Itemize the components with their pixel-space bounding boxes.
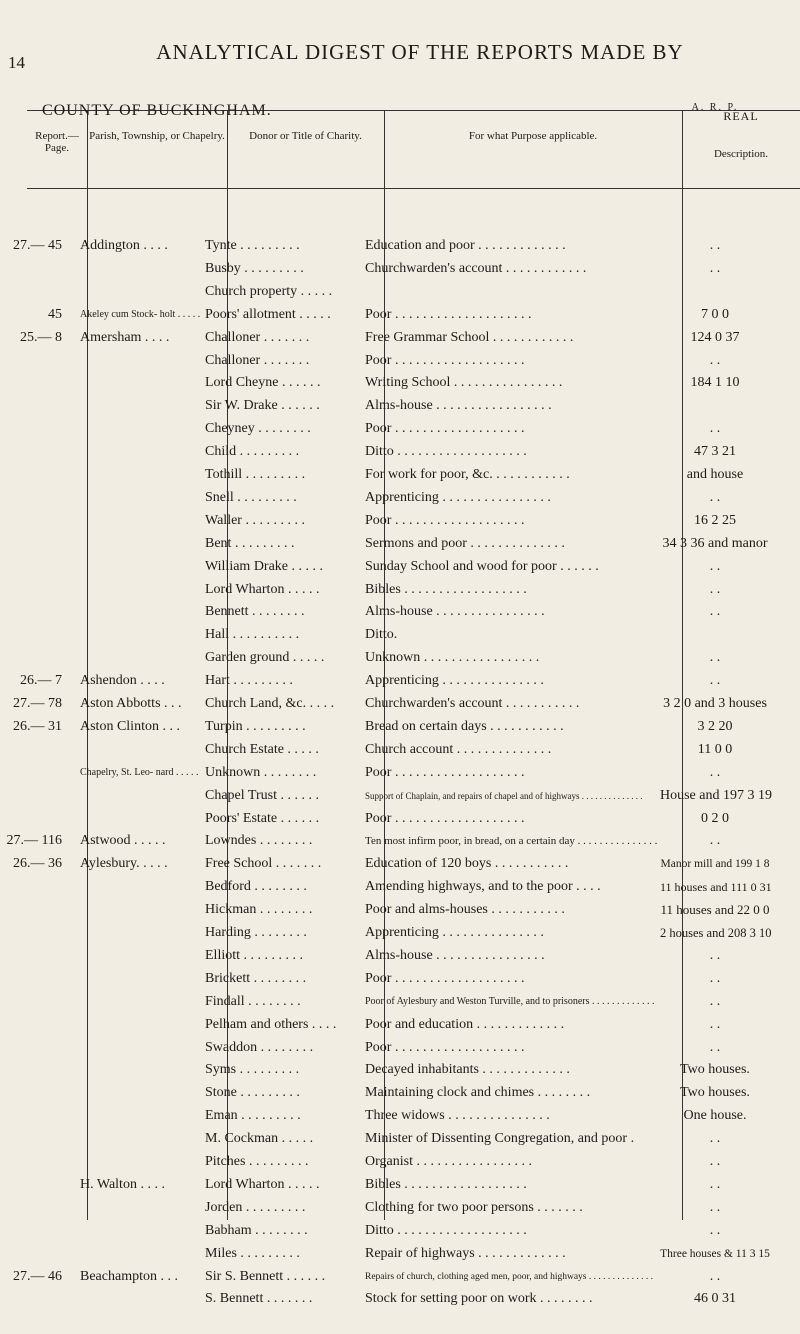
col-rule (87, 110, 88, 1220)
row-purpose: Organist . . . . . . . . . . . . . . . . . (365, 1154, 532, 1169)
row-donor: Bennett . . . . . . . . (205, 604, 305, 620)
row-purpose: Poor and alms-houses . . . . . . . . . . . (365, 902, 565, 918)
row-description: 11 houses and 111 0 31 (660, 880, 772, 895)
header-description: Description. (713, 148, 769, 160)
row-purpose: Repair of highways . . . . . . . . . . . . . (365, 1245, 566, 1261)
row-purpose: Alms-house . . . . . . . . . . . . . . . . (365, 947, 545, 963)
row-description: . . (709, 764, 721, 780)
row-purpose: Clothing for two poor persons . . . . . . . (365, 1199, 583, 1215)
row-description: . . (709, 604, 721, 620)
row-donor: S. Bennett . . . . . . . (205, 1291, 313, 1307)
row-description: . . (709, 1131, 721, 1147)
row-donor: M. Cockman . . . . . (205, 1131, 314, 1147)
row-description: 7 0 0 (701, 306, 729, 322)
row-parish: Aston Clinton . . . (80, 718, 180, 734)
row-purpose: Minister of Dissenting Congregation, and poor . (365, 1131, 635, 1147)
row-purpose: Poor . . . . . . . . . . . . . . . . . . . (365, 1039, 525, 1055)
header-purpose: For what Purpose applicable. (468, 130, 598, 142)
row-donor: Lord Wharton . . . . . (205, 1176, 320, 1192)
row-purpose: Education and poor . . . . . . . . . . . . . (365, 238, 566, 253)
row-purpose: Bibles . . . . . . . . . . . . . . . . . . (365, 1176, 527, 1192)
row-purpose: Maintaining clock and chimes . . . . . . . . (365, 1085, 591, 1101)
row-purpose: Alms-house . . . . . . . . . . . . . . . . (365, 604, 545, 620)
row-description: . . (709, 970, 721, 986)
row-purpose: Apprenticing . . . . . . . . . . . . . . . (365, 673, 544, 689)
row-report-page: 26.— 36 (13, 856, 62, 872)
row-purpose: Poor . . . . . . . . . . . . . . . . . . . (365, 810, 525, 826)
row-parish: Ashendon . . . . (80, 673, 165, 689)
row-donor: Harding . . . . . . . . (205, 925, 307, 940)
row-donor: Tynte . . . . . . . . . (205, 238, 300, 253)
row-purpose: Education of 120 boys . . . . . . . . . . . (365, 856, 569, 872)
row-donor: Lowndes . . . . . . . . (205, 833, 313, 849)
header-parish: Parish, Township, or Chapelry. (89, 130, 225, 142)
row-donor: Child . . . . . . . . . (205, 444, 300, 460)
row-donor: Church property . . . . . (205, 283, 333, 299)
row-description: . . (709, 421, 721, 437)
row-description: 46 0 31 (694, 1291, 736, 1307)
row-donor: Pelham and others . . . . (205, 1016, 337, 1032)
row-description: 34 3 36 and manor (662, 535, 768, 551)
row-parish: Chapelry, St. Leo- nard . . . . . (80, 766, 199, 778)
row-parish: Aston Abbotts . . . (80, 696, 182, 711)
row-donor: Brickett . . . . . . . . (205, 970, 307, 986)
row-description: 16 2 25 (694, 512, 736, 528)
row-parish: Astwood . . . . . (80, 833, 166, 849)
row-donor: Hickman . . . . . . . . (205, 902, 313, 918)
row-purpose: Unknown . . . . . . . . . . . . . . . . . (365, 650, 540, 666)
row-description: 11 houses and 22 0 0 (660, 902, 770, 918)
row-donor: Miles . . . . . . . . . (205, 1245, 300, 1261)
row-description: . . (709, 238, 721, 253)
header-report-page: Report.—Page. (35, 130, 79, 154)
row-description: 124 0 37 (690, 329, 740, 345)
row-description: . . (709, 581, 721, 597)
row-donor: Findall . . . . . . . . (205, 993, 301, 1009)
row-donor: Challoner . . . . . . . (205, 329, 310, 345)
row-donor: Swaddon . . . . . . . . (205, 1039, 314, 1055)
row-donor: Eman . . . . . . . . . (205, 1108, 301, 1124)
row-purpose: Free Grammar School . . . . . . . . . . . . (365, 329, 574, 345)
row-donor: Babham . . . . . . . . (205, 1222, 308, 1238)
row-purpose: Poor . . . . . . . . . . . . . . . . . . . (365, 512, 525, 528)
row-parish: Beachampton . . . (80, 1268, 178, 1284)
row-donor: Poors' allotment . . . . . (205, 306, 331, 322)
row-donor: Garden ground . . . . . (205, 650, 325, 666)
row-purpose: Bibles . . . . . . . . . . . . . . . . . . (365, 581, 527, 597)
row-purpose: Sunday School and wood for poor . . . . . . (365, 558, 599, 574)
row-donor: Stone . . . . . . . . . (205, 1085, 300, 1101)
row-donor: Cheyney . . . . . . . . (205, 421, 311, 437)
row-donor: Bedford . . . . . . . . (205, 879, 307, 895)
row-purpose: Bread on certain days . . . . . . . . . . . (365, 718, 564, 734)
row-description: . . (709, 260, 721, 276)
row-donor: Elliott . . . . . . . . . (205, 947, 303, 963)
row-purpose: Decayed inhabitants . . . . . . . . . . . . . (365, 1062, 570, 1078)
row-purpose: Poor of Aylesbury and Weston Turville, and to prisoners . . . . . . . . . . . . . (365, 995, 655, 1007)
row-parish: Amersham . . . . (80, 329, 170, 345)
row-report-page: 27.— 46 (13, 1268, 62, 1284)
row-donor: Church Estate . . . . . (205, 741, 319, 757)
row-donor: Hall . . . . . . . . . . (205, 627, 300, 643)
units-label: A. R. P. (691, 102, 739, 113)
row-description: 184 1 10 (690, 375, 740, 391)
row-purpose: Ditto. (365, 627, 398, 643)
row-description: 11 0 0 (697, 741, 733, 757)
row-description: Two houses. (680, 1085, 750, 1101)
row-donor: Free School . . . . . . . (205, 856, 322, 872)
row-description: . . (709, 489, 721, 505)
row-purpose: Amending highways, and to the poor . . . . (365, 879, 601, 895)
row-description: 3 2 20 (697, 718, 733, 734)
row-donor: Lord Wharton . . . . . (205, 581, 320, 597)
row-purpose: Ditto . . . . . . . . . . . . . . . . . . . (365, 444, 527, 460)
row-donor: Bent . . . . . . . . . (205, 535, 295, 551)
row-purpose: Three widows . . . . . . . . . . . . . . . (365, 1108, 550, 1124)
row-donor: Turpin . . . . . . . . . (205, 718, 306, 734)
row-description: . . (709, 947, 721, 963)
row-purpose: Ditto . . . . . . . . . . . . . . . . . . . (365, 1222, 527, 1238)
row-donor: William Drake . . . . . (205, 558, 324, 574)
row-purpose: Church account . . . . . . . . . . . . . . (365, 741, 552, 757)
row-purpose: Ten most infirm poor, in bread, on a certain day . . . . . . . . . . . . . . . (365, 835, 658, 848)
row-donor: Sir S. Bennett . . . . . . (205, 1268, 326, 1284)
row-description: . . (709, 1222, 721, 1238)
row-description: 2 houses and 208 3 10 (660, 926, 772, 940)
row-description: . . (709, 352, 721, 368)
header-donor: Donor or Title of Charity. (249, 130, 362, 142)
row-donor: Hart . . . . . . . . . (205, 673, 293, 689)
row-description: Two houses. (680, 1062, 750, 1078)
row-purpose: Poor . . . . . . . . . . . . . . . . . . . (365, 421, 525, 437)
row-donor: Lord Cheyne . . . . . . (205, 375, 321, 391)
row-report-page: 45 (48, 306, 62, 322)
county-heading: COUNTY OF BUCKINGHAM. (42, 102, 272, 119)
row-purpose: Poor . . . . . . . . . . . . . . . . . . . (365, 970, 525, 986)
row-purpose: Poor . . . . . . . . . . . . . . . . . . . (365, 764, 525, 780)
row-description: . . (709, 993, 721, 1009)
row-description: One house. (683, 1108, 747, 1124)
row-description: 0 2 0 (701, 810, 729, 826)
row-donor: Unknown . . . . . . . . (205, 764, 317, 780)
row-donor: Jorden . . . . . . . . . (205, 1199, 306, 1215)
row-donor: Snell . . . . . . . . . (205, 489, 297, 505)
running-head: ANALYTICAL DIGEST OF THE REPORTS MADE BY (156, 40, 684, 64)
row-description: . . (709, 1268, 721, 1284)
row-donor: Syms . . . . . . . . . (205, 1062, 300, 1078)
row-purpose: Poor . . . . . . . . . . . . . . . . . . . (365, 352, 525, 368)
row-description: House and 197 3 19 (660, 787, 772, 803)
row-parish: H. Walton . . . . (80, 1176, 165, 1192)
row-description: . . (709, 558, 721, 574)
row-description: . . (709, 1039, 721, 1055)
row-purpose: Poor and education . . . . . . . . . . . . . (365, 1016, 565, 1032)
row-purpose: Repairs of church, clothing aged men, poor, and highways . . . . . . . . . . . . . . (365, 1271, 653, 1282)
row-description: . . (709, 1176, 721, 1192)
row-report-page: 26.— 7 (20, 673, 62, 689)
row-purpose: Churchwarden's account . . . . . . . . . . . . (365, 260, 587, 276)
row-donor: Waller . . . . . . . . . (205, 512, 305, 528)
row-description: . . (709, 673, 721, 689)
row-description: 3 2 0 and 3 houses (663, 696, 767, 711)
row-donor: Busby . . . . . . . . . (205, 260, 304, 276)
header-real: REAL (723, 109, 759, 123)
row-purpose: Poor . . . . . . . . . . . . . . . . . . . . (365, 306, 532, 322)
row-report-page: 26.— 31 (13, 718, 62, 734)
row-description: . . (709, 833, 721, 849)
row-purpose: Stock for setting poor on work . . . . . . . . (365, 1291, 593, 1307)
row-description: . . (709, 650, 721, 666)
row-donor: Chapel Trust . . . . . . (205, 787, 319, 803)
row-description: . . (709, 1154, 721, 1169)
row-description: Manor mill and 199 1 8 (660, 858, 770, 871)
row-purpose: Churchwarden's account . . . . . . . . . . . (365, 696, 580, 711)
header-rule (27, 188, 800, 189)
row-donor: Pitches . . . . . . . . . (205, 1154, 309, 1169)
row-parish: Addington . . . . (80, 238, 168, 253)
row-description: Three houses & 11 3 15 (660, 1247, 770, 1260)
row-donor: Poors' Estate . . . . . . (205, 810, 320, 826)
row-description: and house (686, 467, 744, 482)
row-report-page: 27.— 78 (13, 696, 62, 711)
row-donor: Challoner . . . . . . . (205, 352, 310, 368)
row-description: . . (709, 1016, 721, 1032)
row-purpose: Support of Chaplain, and repairs of chapel and of highways . . . . . . . . . . . . . . (365, 790, 643, 801)
page-number: 14 (8, 53, 25, 72)
row-purpose: Apprenticing . . . . . . . . . . . . . . . . (365, 489, 551, 505)
row-donor: Sir W. Drake . . . . . . (205, 398, 320, 414)
row-description: 47 3 21 (694, 444, 736, 460)
row-report-page: 25.— 8 (20, 329, 62, 345)
row-purpose: Apprenticing . . . . . . . . . . . . . . . (365, 925, 544, 940)
row-donor: Church Land, &c. . . . . (205, 696, 335, 711)
row-donor: Tothill . . . . . . . . . (205, 467, 306, 482)
row-purpose: Sermons and poor . . . . . . . . . . . . . . (365, 535, 565, 551)
row-parish: Akeley cum Stock- holt . . . . . (80, 308, 201, 320)
row-purpose: Writing School . . . . . . . . . . . . . . . . (365, 375, 563, 391)
row-report-page: 27.— 116 (6, 833, 62, 849)
row-purpose: Alms-house . . . . . . . . . . . . . . . . . (365, 398, 552, 414)
row-purpose: For work for poor, &c. . . . . . . . . . . . (365, 467, 570, 482)
row-parish: Aylesbury. . . . . (80, 856, 168, 872)
row-description: . . (709, 1199, 721, 1215)
row-report-page: 27.— 45 (13, 238, 62, 253)
